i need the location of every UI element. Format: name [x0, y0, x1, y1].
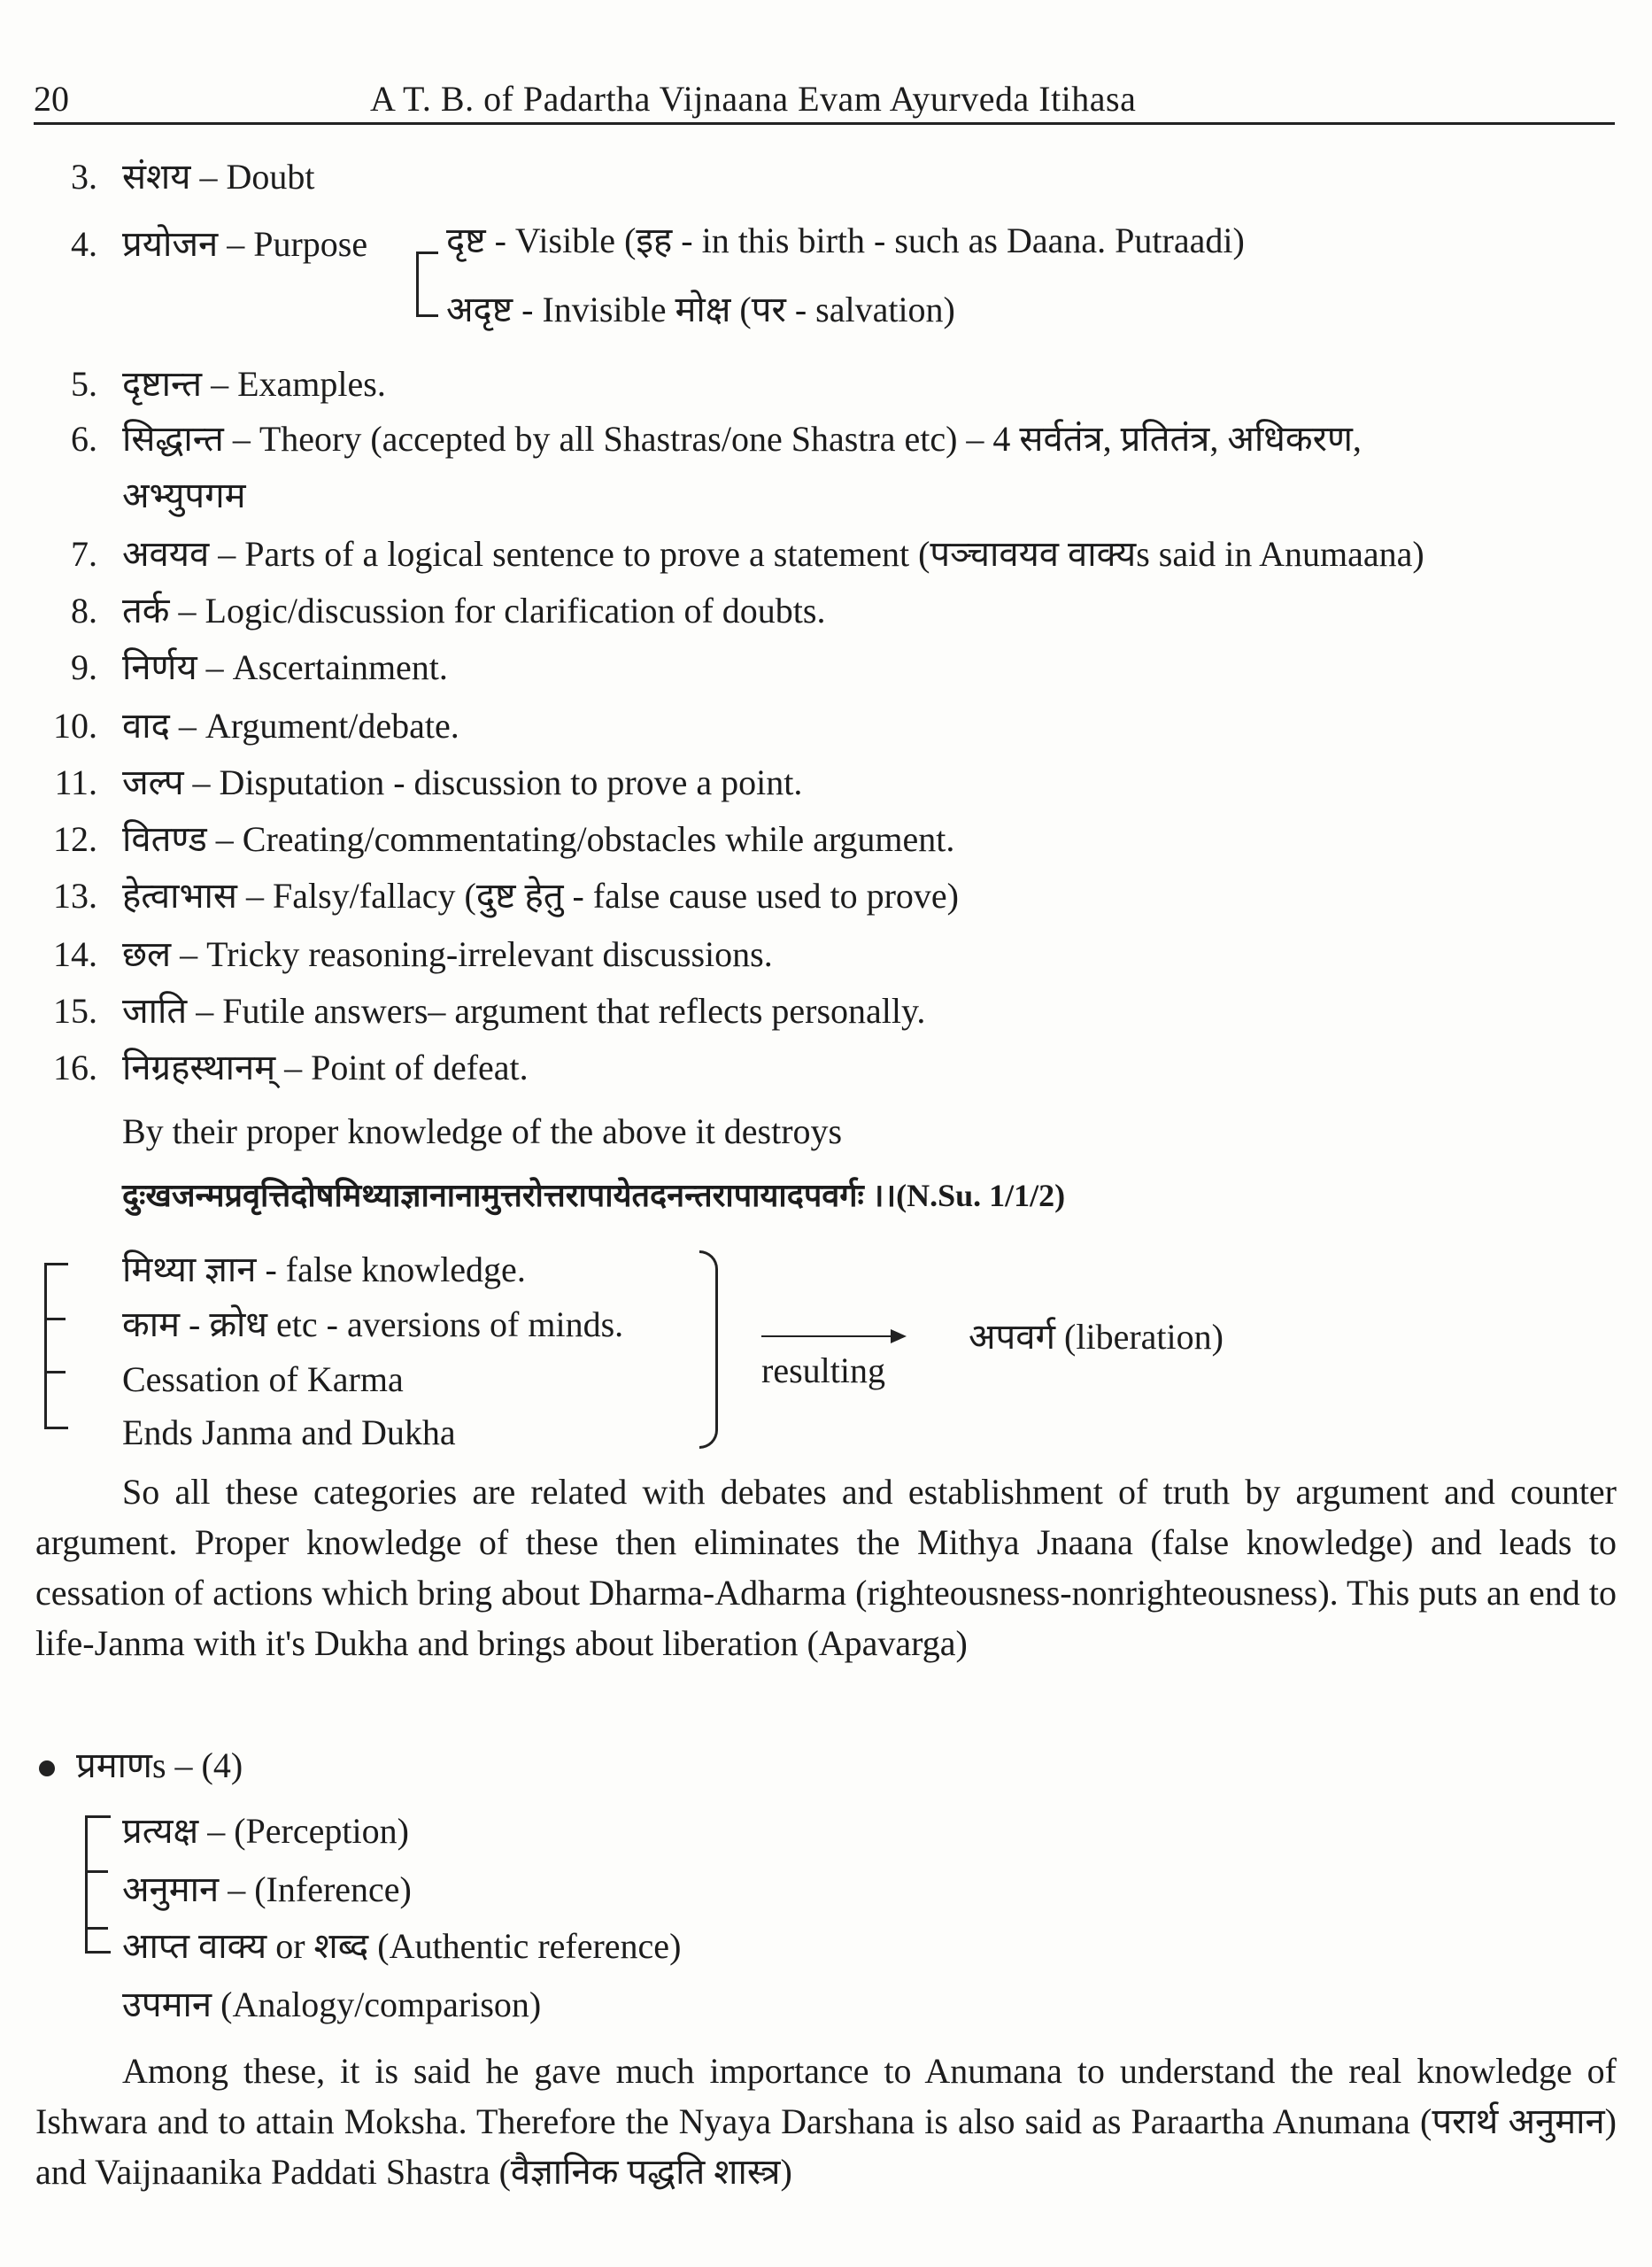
purpose-visible: दृष्ट - Visible (इह - in this birth - such as Daana. Putraadi): [446, 221, 1245, 260]
book-page: 20 A T. B. of Padartha Vijnaana Evam Ayurveda Itihasa 3. संशय – Doubt 4. प्रयोजन – Purpose दृष्ट - Visible (इह - in this birth - such as Daana. Putraadi) अदृष्ट - Invisible मोक्ष (पर - salvation) 5. दृष्टान्त – Examples. 6. सिद्धान्त – Theory (accepted by all Shastras/one Shastra etc) – 4 सर्वतंत्र, प्रतितंत्र, अधिकरण, अभ्युपगम 7. अवयव – Parts of a logical sentence to prove a statement (पञ्चावयव वाक्यs said in Anumaana) 8. तर्क – Logic/discussion for clarification of doubts. 9. निर्णय – Ascertainment. 10. वाद – Argument/debate. 11. जल्प – Disputation - discussion to prove a point. 12. वितण्ड – Creating/commentating/obstacles while argument. 13. हेत्वाभास – Falsy/fallacy (दुष्ट हेतु - false cause used to prove) 14. छल – Tricky reasoning-irrelevant discussions. 15. जाति – Futile answers– argument that reflects personally. 16. निग्रहस्थानम् – Point of defeat. By their proper knowledge of the above it destroys दुःखजन्मप्रवृत्तिदोषमिथ्याज्ञानानामुत्तरोत्तरापायेतदनन्तरापायादपवर्गः ।।(N.Su. 1/1/2) मिथ्या ज्ञान - false knowledge. काम - क्रोध etc - aversions of minds. Cessation of Karma Ends Janma and Dukha resulting अपवर्ग (liberation) So all these categories are related with debates and establishment of truth by argument and counter argument. Proper knowledge of these then eliminates the Mithya Jnaana (false knowledge) and leads to cessation of actions which bring about Dharma-Adharma (righteousness-nonrighteousness). This puts an end to life-Janma with it's Dukha and brings about liberation (Apavarga) प्रमाणs – (4) प्रत्यक्ष – (Perception) अनुमान – (Inference) आप्त वाक्य or शब्द (Authentic reference) उपमान (Analogy/comparison) Among these, it is said he gave much importance to Anumana to understand the real knowledge of Ishwara and to attain Moksha. Therefore the Nyaya Darshana is also said as Paraartha Anumana (परार्थ अनुमान) and Vaijnaanika Paddati Shastra (वैज्ञानिक पद्धति शास्त्र): [0, 0, 1652, 2267]
running-title: A T. B. of Padartha Vijnaana Evam Ayurveda Itihasa: [370, 79, 1137, 119]
pramana-item: आप्त वाक्य or शब्द (Authentic reference): [122, 1926, 682, 1966]
destroys-right-brace: [699, 1250, 718, 1449]
pramana-item: प्रत्यक्ष – (Perception): [122, 1811, 409, 1851]
pramana-item: अनुमान – (Inference): [122, 1869, 412, 1909]
destroys-item: Ends Janma and Dukha: [122, 1412, 456, 1452]
paragraph-summary: So all these categories are related with debates and establishment of truth by argument and counter argument. Proper knowledge of these then eliminates the Mithya Jnaana (false knowledge) and leads to cessation of actions which bring about Dharma-Adharma (righteousness-nonrighteousness). This puts an end to life-Janma with it's Dukha and brings about liberation (Apavarga): [35, 1472, 1617, 1663]
page-header: [34, 73, 1615, 125]
resulting-arrow: [761, 1335, 894, 1337]
pramana-heading: प्रमाणs – (4): [76, 1745, 243, 1785]
arrow-head-icon: [891, 1329, 907, 1343]
intro-line: By their proper knowledge of the above it destroys: [122, 1111, 843, 1151]
destroys-left-bracket: [44, 1263, 68, 1429]
destroys-item: Cessation of Karma: [122, 1359, 404, 1399]
pramana-item: उपमान (Analogy/comparison): [122, 1985, 542, 2024]
sutra-quote: दुःखजन्मप्रवृत्तिदोषमिथ्याज्ञानानामुत्तरोत्तरापायेतदनन्तरापायादपवर्गः ।।(N.Su. 1/1/2): [122, 1178, 1066, 1213]
pramana-bracket: [85, 1815, 111, 1954]
destroys-item: काम - क्रोध etc - aversions of minds.: [122, 1304, 624, 1344]
destroys-item: मिथ्या ज्ञान - false knowledge.: [122, 1250, 526, 1289]
purpose-bracket: [416, 251, 438, 317]
liberation-label: अपवर्ग (liberation): [969, 1317, 1224, 1357]
page-number: 20: [34, 79, 69, 119]
resulting-label: resulting: [761, 1350, 885, 1390]
paragraph-anumana: Among these, it is said he gave much importance to Anumana to understand the real knowledge of Ishwara and to attain Moksha. Therefore the Nyaya Darshana is also said as Paraartha Anumana (परार्थ अनुमान) and Vaijnaanika Paddati Shastra (वैज्ञानिक पद्धति शास्त्र): [35, 2051, 1617, 2192]
bullet-icon: [39, 1760, 55, 1776]
purpose-invisible: अदृष्ट - Invisible मोक्ष (पर - salvation): [446, 290, 955, 329]
